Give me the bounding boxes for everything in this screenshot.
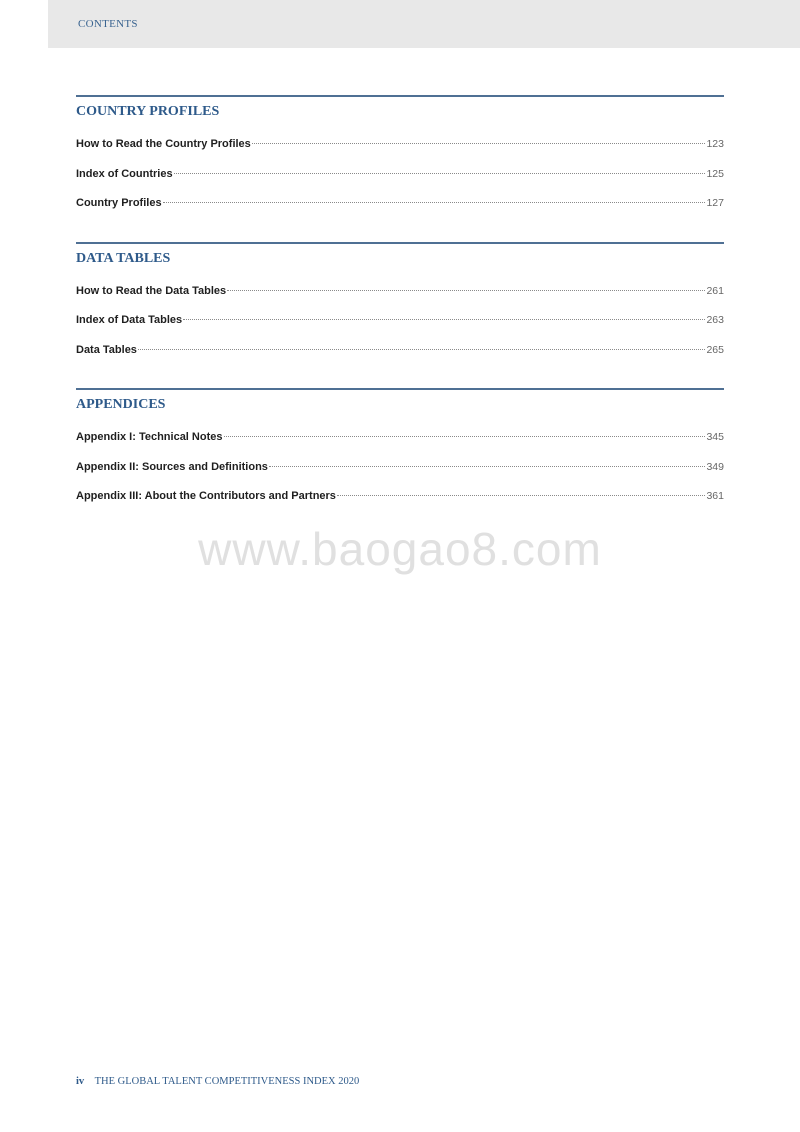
toc-entry[interactable] [76, 277, 724, 307]
dot-leader [183, 319, 705, 320]
footer-publication-title: THE GLOBAL TALENT COMPETITIVENESS INDEX 2020 [94, 1076, 360, 1087]
section-title: DATA TABLES [76, 250, 171, 266]
dot-leader [269, 466, 706, 467]
footer-page-number: iv [76, 1076, 85, 1087]
table-of-contents [76, 95, 724, 535]
toc-entry-title: Index of Data Tables [76, 314, 183, 326]
watermark: www.baogao8.com [198, 523, 602, 575]
toc-entry-title: Appendix II: Sources and Definitions [76, 460, 268, 473]
toc-entry-title: How to Read the Country Profiles [76, 138, 251, 150]
toc-entry-title: Data Tables [76, 343, 137, 356]
toc-entry-title: How to Read the Data Tables [76, 284, 227, 297]
toc-entry-page: 265 [706, 343, 724, 356]
toc-entry[interactable] [76, 189, 724, 219]
dot-leader [337, 495, 706, 496]
toc-entry[interactable] [76, 130, 724, 160]
header-label: CONTENTS [78, 18, 138, 30]
toc-entry-page: 263 [706, 314, 724, 326]
toc-entry-title: Country Profiles [76, 197, 162, 209]
toc-entry-page: 345 [706, 431, 724, 443]
dot-leader [252, 143, 706, 144]
toc-entry[interactable] [76, 306, 724, 336]
dot-leader [163, 202, 706, 203]
dot-leader [138, 349, 706, 350]
toc-entry-page: 125 [706, 167, 724, 180]
toc-entry[interactable] [76, 453, 724, 483]
toc-entry-page: 123 [706, 138, 724, 150]
dot-leader [224, 436, 706, 437]
dot-leader [174, 173, 706, 174]
section-data-tables [76, 242, 724, 366]
toc-entry-page: 127 [706, 197, 724, 209]
toc-entry-title: Index of Countries [76, 167, 173, 180]
header-bar [48, 0, 800, 48]
toc-entry-page: 261 [706, 284, 724, 297]
section-country-profiles [76, 95, 724, 219]
page-footer [76, 1076, 359, 1087]
toc-entry-page: 361 [706, 490, 724, 502]
toc-entry[interactable] [76, 160, 724, 190]
toc-entry-title: Appendix III: About the Contributors and Partners [76, 490, 336, 502]
section-appendices [76, 388, 724, 512]
toc-entry[interactable] [76, 336, 724, 366]
dot-leader [227, 290, 705, 291]
section-title: COUNTRY PROFILES [76, 104, 220, 119]
toc-entry[interactable] [76, 423, 724, 453]
section-title: APPENDICES [76, 397, 166, 412]
toc-entry[interactable] [76, 482, 724, 512]
toc-entry-page: 349 [706, 460, 724, 473]
toc-entry-title: Appendix I: Technical Notes [76, 431, 223, 443]
